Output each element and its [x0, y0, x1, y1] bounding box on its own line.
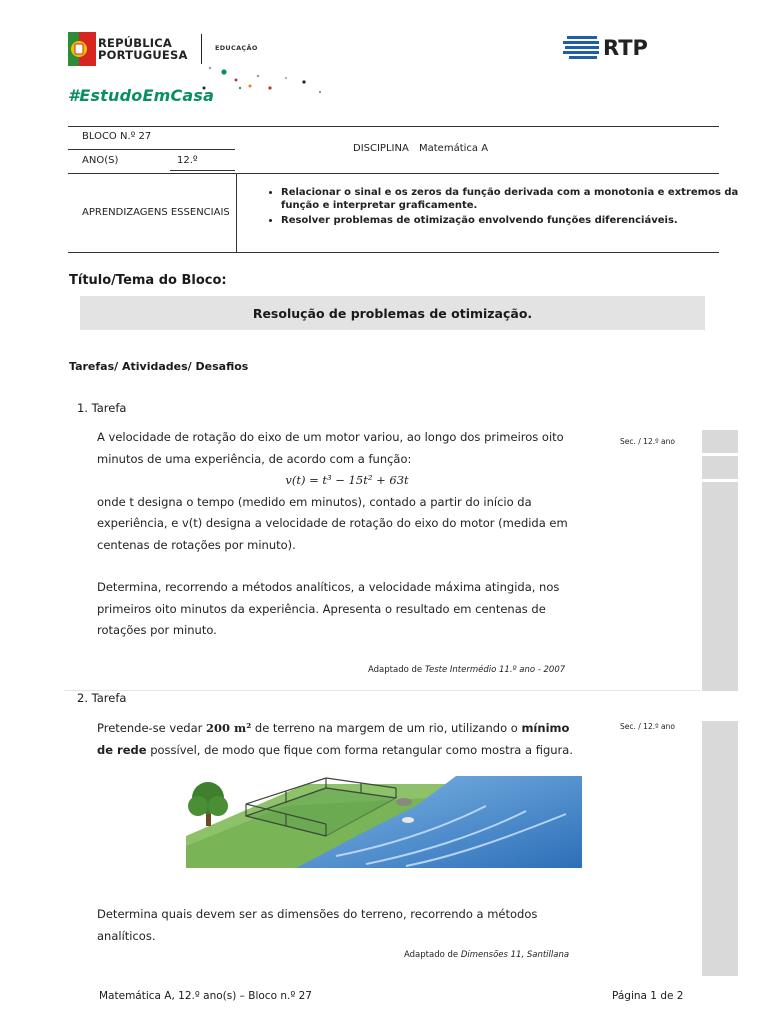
disciplina-label: DISCIPLINA — [353, 143, 409, 154]
source-title: Teste Intermédio 11.º ano - 2007 — [424, 665, 566, 675]
page-number: Página 1 de 2 — [612, 990, 684, 1002]
task2-text — [97, 718, 587, 761]
source-prefix: Adaptado de — [404, 950, 459, 960]
task1-side-bar — [702, 430, 738, 453]
table-inner-border — [68, 149, 235, 150]
task1-side-bar — [702, 482, 738, 691]
rtp-logo — [563, 34, 683, 60]
table-top-border — [68, 126, 719, 127]
task2-side-bar — [702, 721, 738, 976]
source-title: Dimensões 11, Santillana — [460, 950, 570, 960]
disciplina-value: Matemática A — [419, 143, 489, 154]
task1-level-note: Sec. / 12.º ano — [620, 437, 675, 446]
tasks-heading: Tarefas/ Atividades/ Desafios — [69, 360, 249, 373]
table-inner-border — [170, 170, 235, 171]
text-emphasis: mínimo — [521, 721, 570, 735]
task1-line: experiência, e v(t) designa a velocidade de rotação do eixo do motor (medida em — [97, 516, 568, 530]
aprendizagens-label: APRENDIZAGENS ESSENCIAIS — [82, 207, 230, 218]
task2-line: Determina quais devem ser as dimensões do terreno, recorrendo a métodos — [97, 907, 538, 921]
ministry-name: EDUCAÇÃO — [215, 44, 258, 52]
title-label: Título/Tema do Bloco: — [69, 273, 227, 288]
task2-heading: 2. Tarefa — [77, 691, 127, 705]
text-fragment: Pretende-se vedar — [97, 721, 203, 735]
task1-line: primeiros oito minutos da experiência. Apresenta o resultado em centenas de — [97, 601, 546, 616]
table-middle-border — [68, 173, 719, 174]
anos-value: 12.º — [177, 155, 198, 166]
task2-line — [97, 718, 587, 740]
republica-portuguesa-emblem-icon — [68, 32, 96, 66]
task1-side-bar — [702, 456, 738, 479]
task1-line: rotações por minuto. — [97, 623, 217, 637]
table-column-divider — [236, 173, 237, 252]
task2-level-note: Sec. / 12.º ano — [620, 722, 675, 731]
task2-source — [404, 950, 569, 960]
title-box — [80, 296, 705, 330]
task1-line: onde t designa o tempo (medido em minutos), contado a partir do início da — [97, 494, 532, 509]
task1-line: A velocidade de rotação do eixo de um motor variou, ao longo dos primeiros oito — [97, 430, 564, 444]
task1-line: Determina, recorrendo a métodos analíticos, a velocidade máxima atingida, nos — [97, 580, 560, 594]
list-item: • Resolver problemas de otimização envolvendo funções diferenciáveis. — [281, 214, 741, 227]
task-separator — [64, 690, 700, 691]
task2-question — [97, 904, 583, 947]
fenced-field-river-illustration — [186, 776, 582, 868]
government-name — [98, 37, 188, 61]
text-emphasis: de rede — [97, 742, 147, 757]
footer-left: Matemática A, 12.º ano(s) – Bloco n.º 27 — [99, 990, 312, 1002]
task1-line: centenas de rotações por minuto). — [97, 537, 296, 552]
area-value: 200 m² — [206, 721, 252, 735]
task1-line: minutos de uma experiência, de acordo com a função: — [97, 451, 412, 466]
task2-line — [97, 740, 587, 762]
anos-label: ANO(S) — [82, 155, 119, 166]
task1-source — [368, 665, 565, 675]
government-name-line2: PORTUGUESA — [98, 48, 188, 62]
list-item: • Relacionar o sinal e os zeros da função derivada com a monotonia e extremos da função e interpretar graficamente. — [281, 186, 741, 212]
block-title: Resolução de problemas de otimização. — [252, 305, 533, 321]
source-prefix: Adaptado de — [368, 665, 423, 675]
rtp-wordmark: RTP — [603, 36, 648, 60]
task1-heading: 1. Tarefa — [77, 401, 127, 415]
task2-line: analíticos. — [97, 928, 156, 943]
task1-text — [97, 427, 597, 642]
bloco-number: BLOCO N.º 27 — [82, 131, 152, 142]
text-fragment: de terreno na margem de um rio, utilizando o — [254, 721, 518, 735]
text-fragment: possível, de modo que fique com forma retangular como mostra a figura. — [150, 742, 573, 757]
task1-formula: v(t) = t³ − 15t² + 63t — [285, 473, 409, 487]
government-name-line1: REPÚBLICA — [98, 36, 172, 50]
estudo-em-casa-hashtag: #EstudoEmCasa — [68, 86, 215, 105]
aprendizagens-list — [255, 186, 741, 227]
table-bottom-border — [68, 252, 719, 253]
